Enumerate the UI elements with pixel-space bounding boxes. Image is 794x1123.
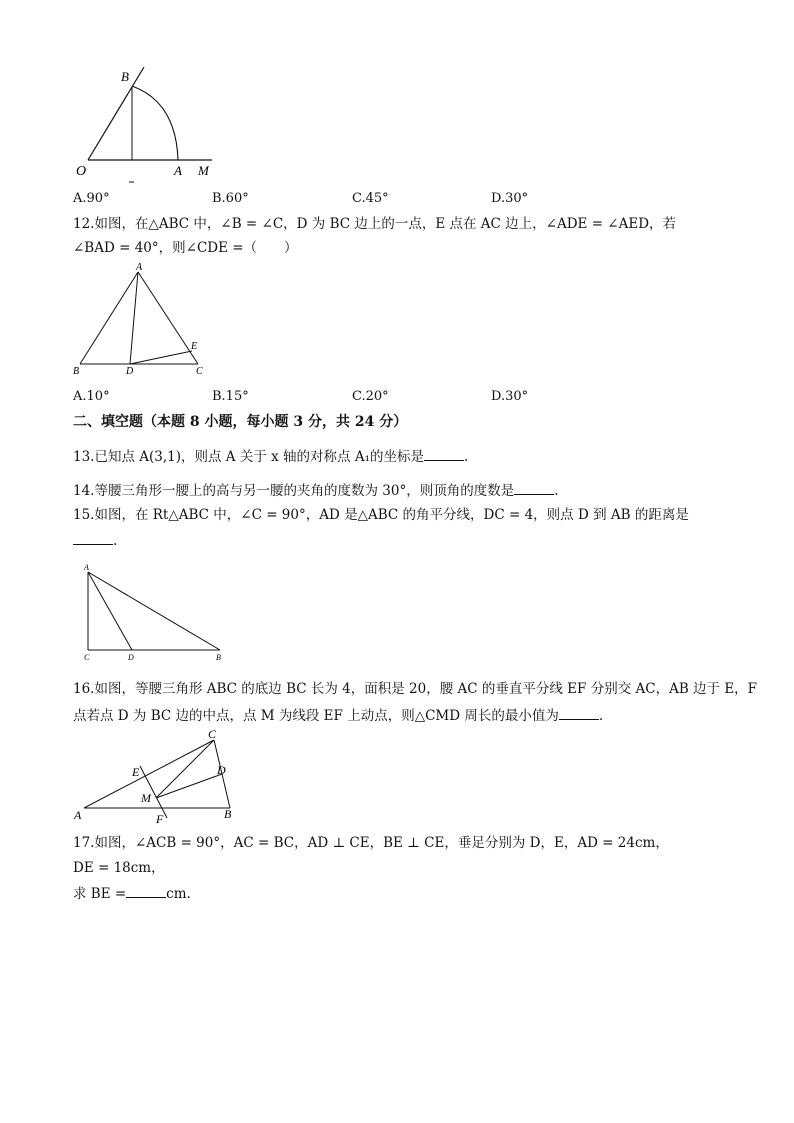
- q12-option-b: B.15°: [212, 389, 249, 404]
- q16-end: .: [598, 708, 604, 724]
- fig15-label-D: D: [128, 653, 134, 662]
- fig15-side-AB: [88, 572, 220, 650]
- fig11-label-O: O: [76, 164, 87, 179]
- fig16-label-A: A: [74, 808, 82, 822]
- q16-answer-blank[interactable]: [559, 706, 599, 720]
- q12-line1: 12.如图，在△ABC 中，∠B = ∠C，D 为 BC 边上的一点，E 点在 AC 边上，∠ADE = ∠AED，若: [73, 216, 677, 232]
- q17-line1: 17.如图，∠ACB = 90°，AC = BC，AD ⊥ CE，BE ⊥ CE，垂足分别为 D，E，AD = 24cm，: [73, 835, 669, 851]
- q13-end: .: [464, 449, 469, 465]
- q12-option-a: A.10°: [73, 389, 110, 404]
- fig16-segment-MC: [156, 740, 214, 798]
- fig16-label-E: E: [132, 765, 140, 779]
- q12-line2: ∠BAD = 40°，则∠CDE =（ ）: [73, 240, 298, 256]
- q16-text: 点若点 D 为 BC 边的中点，点 M 为线段 EF 上动点，则△CMD 周长的最小值为: [73, 708, 559, 724]
- fig12-label-D: D: [126, 366, 134, 377]
- fig16-label-D: D: [217, 763, 226, 777]
- fig16-label-B: B: [224, 807, 232, 821]
- q14-end: .: [554, 483, 559, 499]
- fig12-segment-AD: [130, 272, 138, 364]
- q12-option-d: D.30°: [491, 389, 529, 404]
- q17-line3: [73, 884, 191, 903]
- fig12-label-C: C: [196, 366, 203, 377]
- figure-q16: [70, 726, 245, 826]
- fig11-ray-OB: [88, 67, 144, 160]
- q17-answer-blank[interactable]: [126, 884, 166, 898]
- fig11-label-A: A: [174, 163, 182, 178]
- q17-line2: DE = 18cm，: [73, 860, 165, 876]
- q11-option-a: A.90°: [73, 191, 110, 206]
- q11-option-b: B.60°: [212, 191, 249, 206]
- fig11-label-B: B: [121, 69, 129, 84]
- figure-q15: [80, 560, 230, 665]
- q15-line2: [73, 531, 117, 550]
- fig15-segment-AD: [88, 572, 132, 650]
- fig12-side-AC: [138, 272, 198, 364]
- q13-line: [73, 447, 468, 466]
- q14-text: 14.等腰三角形一腰上的高与另一腰的夹角的度数为 30°，则顶角的度数是: [73, 483, 515, 499]
- fig12-label-B: B: [73, 366, 80, 377]
- section-title-fill-in: 二、填空题（本题 8 小题，每小题 3 分，共 24 分）: [73, 414, 408, 430]
- fig15-label-A: A: [84, 563, 89, 572]
- q11-option-c: C.45°: [352, 191, 389, 206]
- q16-line2: [73, 706, 603, 725]
- fig16-label-F: F: [156, 812, 164, 826]
- q14-answer-blank[interactable]: [514, 481, 554, 495]
- q13-text: 13.已知点 A(3,1)，则点 A 关于 x 轴的对称点 A₁的坐标是: [73, 449, 424, 465]
- fig15-label-B: B: [216, 653, 221, 662]
- fig16-label-M: M: [141, 791, 151, 805]
- fig16-label-C: C: [208, 727, 217, 741]
- q15-line1: 15.如图，在 Rt△ABC 中，∠C = 90°，AD 是△ABC 的角平分线，DC = 4，则点 D 到 AB 的距离是: [73, 507, 689, 523]
- fig11-label-M: M: [198, 163, 209, 178]
- q17-prefix: 求 BE =: [73, 886, 127, 902]
- q16-line1: 16.如图，等腰三角形 ABC 的底边 BC 长为 4，面积是 20，腰 AC 的垂直平分线 EF 分别交 AC，AB 边于 E，F: [73, 681, 758, 697]
- fig12-label-E: E: [191, 341, 198, 352]
- q14-line: [73, 481, 559, 500]
- q11-option-d: D.30°: [491, 191, 529, 206]
- figure-q12: [68, 260, 218, 380]
- figure-q11: [70, 62, 220, 192]
- q17-suffix: cm.: [166, 886, 191, 902]
- q13-answer-blank[interactable]: [424, 447, 464, 461]
- fig12-label-A: A: [136, 262, 143, 273]
- fig12-side-AB: [80, 272, 138, 364]
- q12-option-c: C.20°: [352, 389, 389, 404]
- fig15-label-C: C: [84, 653, 90, 662]
- fig11-arc: [132, 86, 178, 160]
- q15-end: .: [113, 533, 118, 549]
- fig12-segment-DE: [130, 351, 192, 364]
- q15-answer-blank[interactable]: [73, 531, 113, 545]
- fig16-segment-MD: [156, 774, 222, 798]
